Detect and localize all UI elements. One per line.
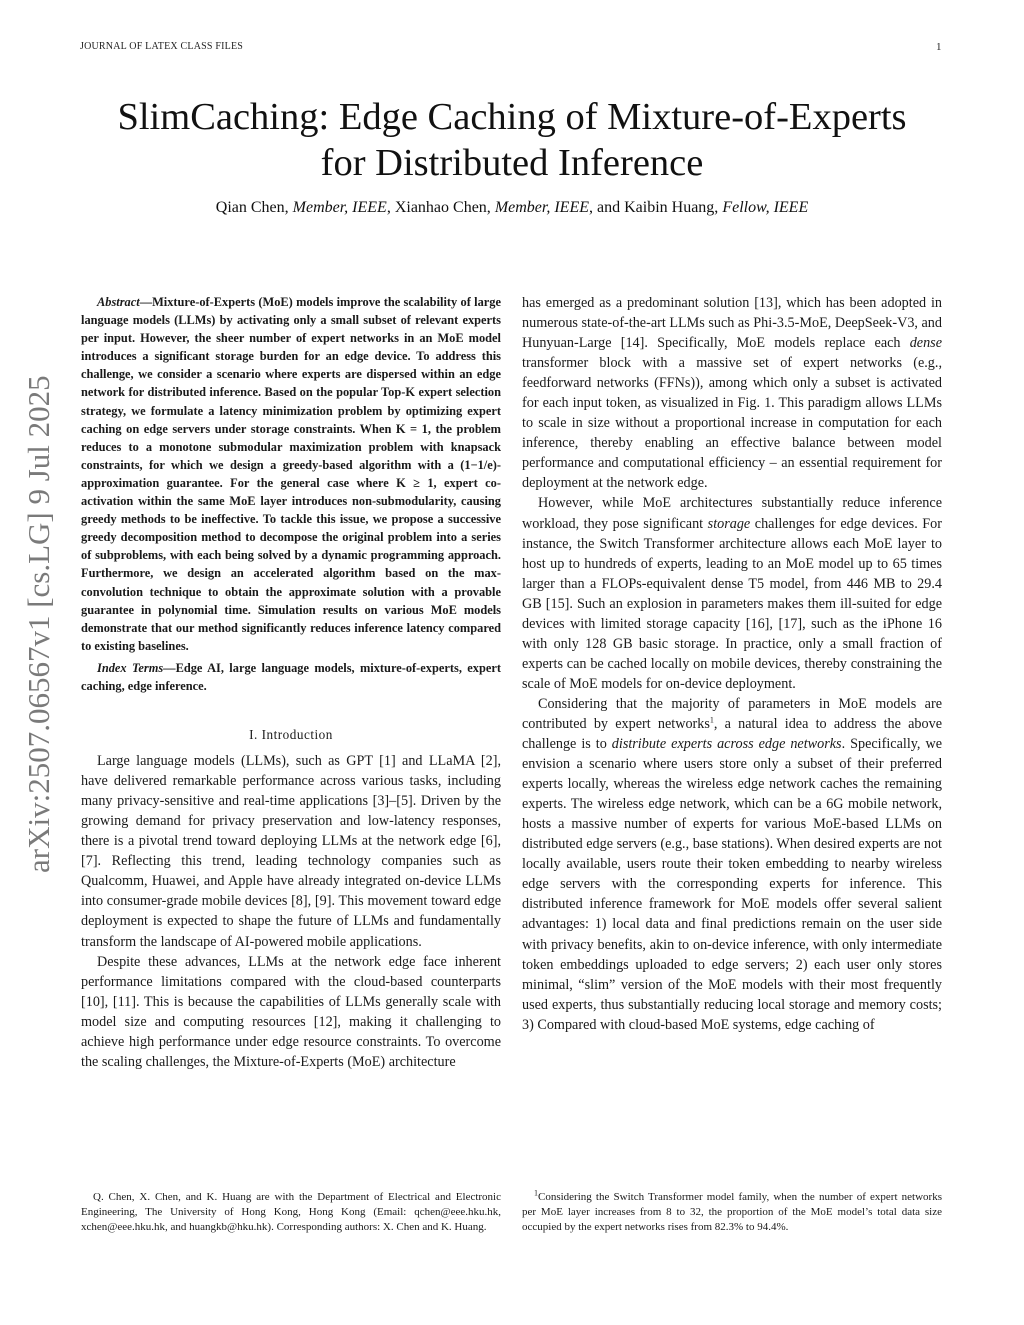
footnote-marker: 1 <box>709 715 714 725</box>
intro-paragraph-2: Despite these advances, LLMs at the network edge face inherent performance limitations compared with the cloud-based counterparts [10], [11]. This is because the capabilities of LLMs generally scale with model size and computing resources [12], making it challenging to achieve high performance under edge resource constraints. To overcome the scaling challenges, the Mixture-of-Experts (MoE) architecture <box>81 953 501 1070</box>
intro-paragraph-1: Large language models (LLMs), such as GPT [1] and LLaMA [2], have delivered remarkable performance across various tasks, including many privacy-sensitive and real-time applications [3]–[5]. Driven by the growing demand for privacy preservation and low-latency responses, there is a pivotal trend toward deploying LLMs at the network edge [6], [7]. Reflecting this trend, leading technology companies such as Qualcomm, Huawei, and Apple have already integrated on-device LLMs into consumer-grade mobile devices [8], [9]. This movement toward edge deployment is expected to shape the future of LLMs and fundamentally transform the landscape of AI-powered mobile applications. <box>81 753 501 950</box>
text-run: has emerged as a predominant solution [13], which has been adopted in numerous state-of-the-art LLMs such as Phi-3.5-MoE, DeepSeek-V3, and Hunyuan-Large [14]. Specifically, MoE models replace each <box>522 295 942 352</box>
page-number: 1 <box>936 41 942 53</box>
index-terms-lead: Index Terms <box>97 660 164 675</box>
index-terms <box>81 659 501 695</box>
author-3: and Kaibin Huang, <box>597 199 719 216</box>
index-terms-text: —Edge AI, large language models, mixture-of-experts, expert caching, edge inference. <box>81 660 501 693</box>
text-run: However, while MoE architectures substantially reduce inference workload, they pose significant <box>522 495 942 532</box>
left-column <box>81 293 501 1072</box>
intro-paragraph-3 <box>522 293 942 493</box>
arxiv-identifier: arXiv:2507.06567v1 [cs.LG] 9 Jul 2025 <box>21 375 56 873</box>
running-head: JOURNAL OF LATEX CLASS FILES <box>80 41 244 52</box>
title-line-2: for Distributed Inference <box>320 142 704 184</box>
author-2: Xianhao Chen, <box>394 199 491 216</box>
section-heading-introduction: I. Introduction <box>249 727 333 743</box>
abstract-lead: Abstract <box>97 295 140 309</box>
author-list: Qian Chen, Member, IEEE, Xianhao Chen, Member, IEEE, and Kaibin Huang, Fellow, IEEE <box>215 199 809 216</box>
title-line-1: SlimCaching: Edge Caching of Mixture-of-Experts <box>117 96 907 138</box>
text-run: . Specifically, we envision a scenario where users store only a subset of their preferred experts locally, whereas the wireless edge network caches the remaining experts. The wireless edge network, which can be a 6G mobile network, hosts a massive number of experts for various MoE-based LLMs on distributed edge servers (e.g., base stations). When desired experts are not locally available, users route their token embedding to nearby wireless edge servers with the corresponding experts for inference. This distributed inference framework for MoE models offer several salient advantages: 1) local data and final predictions remain on the user side with privacy benefits, akin to on-device inference, with only intermediate token embeddings uploaded to edge servers; 2) each user only stores minimal, “slim” version of the MoE models with their most frequently used experts, thus substantially reducing local storage and memory costs; 3) Compared with cloud-based MoE systems, edge caching of <box>522 736 942 1033</box>
abstract-text: —Mixture-of-Experts (MoE) models improve the scalability of large language models (LLMs) by activating only a small subset of relevant experts per input. However, the sheer number of expert networks in an MoE model introduces a significant storage burden for an edge device. To address this challenge, we consider a scenario where experts are dispersed within an edge network for distributed inference. Based on the popular Top-K expert selection strategy, we formulate a latency minimization problem by optimizing expert caching on edge servers under storage constraints. When K = 1, the problem reduces to a monotone submodular maximization problem with knapsack constraints, for which we design a greedy-based algorithm with a (1−1/e)-approximation guarantee. For the general case where K ≥ 1, expert co-activation within the same MoE layer introduces non-submodularity, causing greedy methods to be ineffective. To tackle this issue, we propose a successive greedy decomposition method to decompose the original problem into a series of subproblems, with each being solved by a dynamic programming approach. Furthermore, we design an accelerated algorithm based on the max-convolution technique to obtain the approximate solution with a provable guarantee in polynomial time. Simulation results on various MoE models demonstrate that our method significantly reduces inference latency compared to existing baselines. <box>81 295 501 653</box>
author-1: Qian Chen, <box>215 199 289 216</box>
author-1-role: Member, IEEE <box>292 199 387 216</box>
footnote-text: Considering the Switch Transformer model family, when the number of expert networks per MoE layer increases from 8 to 32, the proportion of the MoE model’s total data size occupied by the expert networks rises from 82.3% to 94.4%. <box>522 1191 942 1233</box>
emphasis: distribute experts across edge networks <box>611 736 842 753</box>
text-run: , a natural idea to address the above challenge is to <box>522 715 943 753</box>
footnote-marker: 1 <box>534 1188 538 1198</box>
author-3-role: Fellow, IEEE <box>722 199 809 216</box>
text-run: challenges for edge devices. For instance, the Switch Transformer architecture allows each MoE layer to host up to hundreds of experts, leading to an MoE model up to 65 times larger than a FLOPs-equivalent dense T5 model, from 446 MB to 29.4 GB [15]. Such an explosion in parameters makes them ill-suited for edge devices with limited storage capacity [16], [17], such as the iPhone 16 with only 128 GB basic storage. In practice, only a small fraction of experts can be cached locally on mobile devices, thereby constraining the scale of MoE models for on-device deployment. <box>522 515 942 692</box>
right-column <box>522 293 942 1035</box>
text-run: Considering that the majority of parameters in MoE models are contributed by expert networks <box>522 695 942 732</box>
paper-title <box>60 94 964 186</box>
emphasis: dense <box>909 335 942 352</box>
intro-paragraph-5 <box>522 694 942 1035</box>
footnote-1 <box>522 1190 942 1234</box>
text-run: transformer block with a massive set of expert networks (e.g., feedforward networks (FFNs)), among which only a subset is activated for each input token, as visualized in Fig. 1. This paradigm allows LLMs to scale in size without a proportional increase in computation for each inference, thereby enabling an effective balance between model performance and computational efficiency – an essential requirement for deployment at the network edge. <box>522 355 942 492</box>
emphasis: storage <box>707 515 751 532</box>
footnote-affiliation: Q. Chen, X. Chen, and K. Huang are with the Department of Electrical and Electronic Engineering, The University of Hong Kong, Hong Kong (Email: qchen@eee.hku.hk, xchen@eee.hku.hk, and huangkb@hku.hk). Corresponding authors: X. Chen and K. Huang. <box>81 1191 501 1233</box>
author-2-role: Member, IEEE <box>494 199 589 216</box>
abstract <box>81 293 501 655</box>
intro-paragraph-4 <box>522 493 942 693</box>
